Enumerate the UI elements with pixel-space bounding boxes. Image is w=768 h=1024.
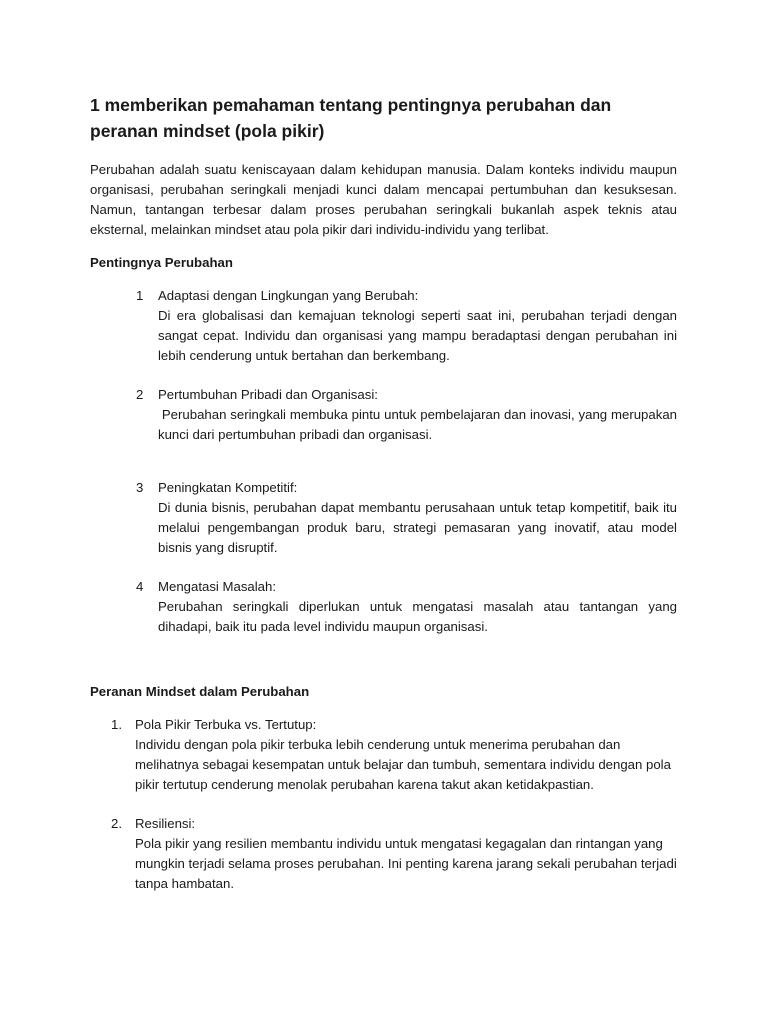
section-heading-peranan-mindset: Peranan Mindset dalam Perubahan <box>90 684 310 699</box>
section-heading-pentingnya-perubahan: Pentingnya Perubahan <box>90 255 233 270</box>
list-item-desc: Perubahan seringkali diperlukan untuk mengatasi masalah atau tantangan yang dihadapi, baik itu pada level individu maupun organisasi. <box>158 599 677 634</box>
list-item-title: Mengatasi Masalah: <box>158 579 277 594</box>
list-pentingnya-perubahan <box>90 286 677 637</box>
list-item-number: 3 <box>136 480 144 495</box>
list-item-desc: Di era globalisasi dan kemajuan teknologi seperti saat ini, perubahan terjadi dengan sangat cepat. Individu dan organisasi yang mampu beradaptasi dengan perubahan ini lebih cenderung untuk bertahan dan berkembang. <box>158 308 677 363</box>
list-item-title: Resiliensi: <box>135 816 196 831</box>
list-item-title: Adaptasi dengan Lingkungan yang Berubah: <box>158 288 419 303</box>
list-item-desc: Individu dengan pola pikir terbuka lebih cenderung untuk menerima perubahan dan melihatnya sebagai kesempatan untuk belajar dan tumbuh, sementara individu dengan pola pikir tertutup cenderung menolak perubahan karena takut akan ketidakpastian. <box>135 737 671 792</box>
list-item-number: 1. <box>111 717 122 732</box>
list-item-title: Pertumbuhan Pribadi dan Organisasi: <box>158 387 378 402</box>
list-item-desc: Perubahan seringkali membuka pintu untuk pembelajaran dan inovasi, yang merupakan kunci dari pertumbuhan pribadi dan organisasi. <box>158 407 677 442</box>
list-item <box>90 478 677 558</box>
list-item <box>90 286 677 366</box>
document-title: 1 memberikan pemahaman tentang pentingnya perubahan dan peranan mindset (pola pikir) <box>90 95 612 141</box>
list-item-title: Pola Pikir Terbuka vs. Tertutup: <box>135 717 317 732</box>
list-item <box>90 385 677 445</box>
list-item <box>90 814 677 894</box>
list-peranan-mindset <box>90 715 677 894</box>
list-item-desc: Pola pikir yang resilien membantu individu untuk mengatasi kegagalan dan rintangan yang mungkin terjadi selama proses perubahan. Ini penting karena jarang sekali perubahan terjadi tanpa hambatan. <box>135 836 677 891</box>
list-item-number: 1 <box>136 288 144 303</box>
list-item <box>90 577 677 637</box>
list-item-number: 4 <box>136 579 144 594</box>
list-item-number: 2. <box>111 816 122 831</box>
intro-paragraph: Perubahan adalah suatu keniscayaan dalam kehidupan manusia. Dalam konteks individu maupun organisasi, perubahan seringkali menjadi kunci dalam mencapai pertumbuhan dan kesuksesan. Namun, tantangan terbesar dalam proses perubahan seringkali bukanlah aspek teknis atau eksternal, melainkan mindset atau pola pikir dari individu-individu yang terlibat. <box>90 162 677 237</box>
document-page <box>90 92 677 894</box>
list-item-number: 2 <box>136 387 144 402</box>
list-item-title: Peningkatan Kompetitif: <box>158 480 298 495</box>
list-item-desc: Di dunia bisnis, perubahan dapat membantu perusahaan untuk tetap kompetitif, baik itu melalui pengembangan produk baru, strategi pemasaran yang inovatif, atau model bisnis yang disruptif. <box>158 500 677 555</box>
list-item <box>90 715 677 795</box>
